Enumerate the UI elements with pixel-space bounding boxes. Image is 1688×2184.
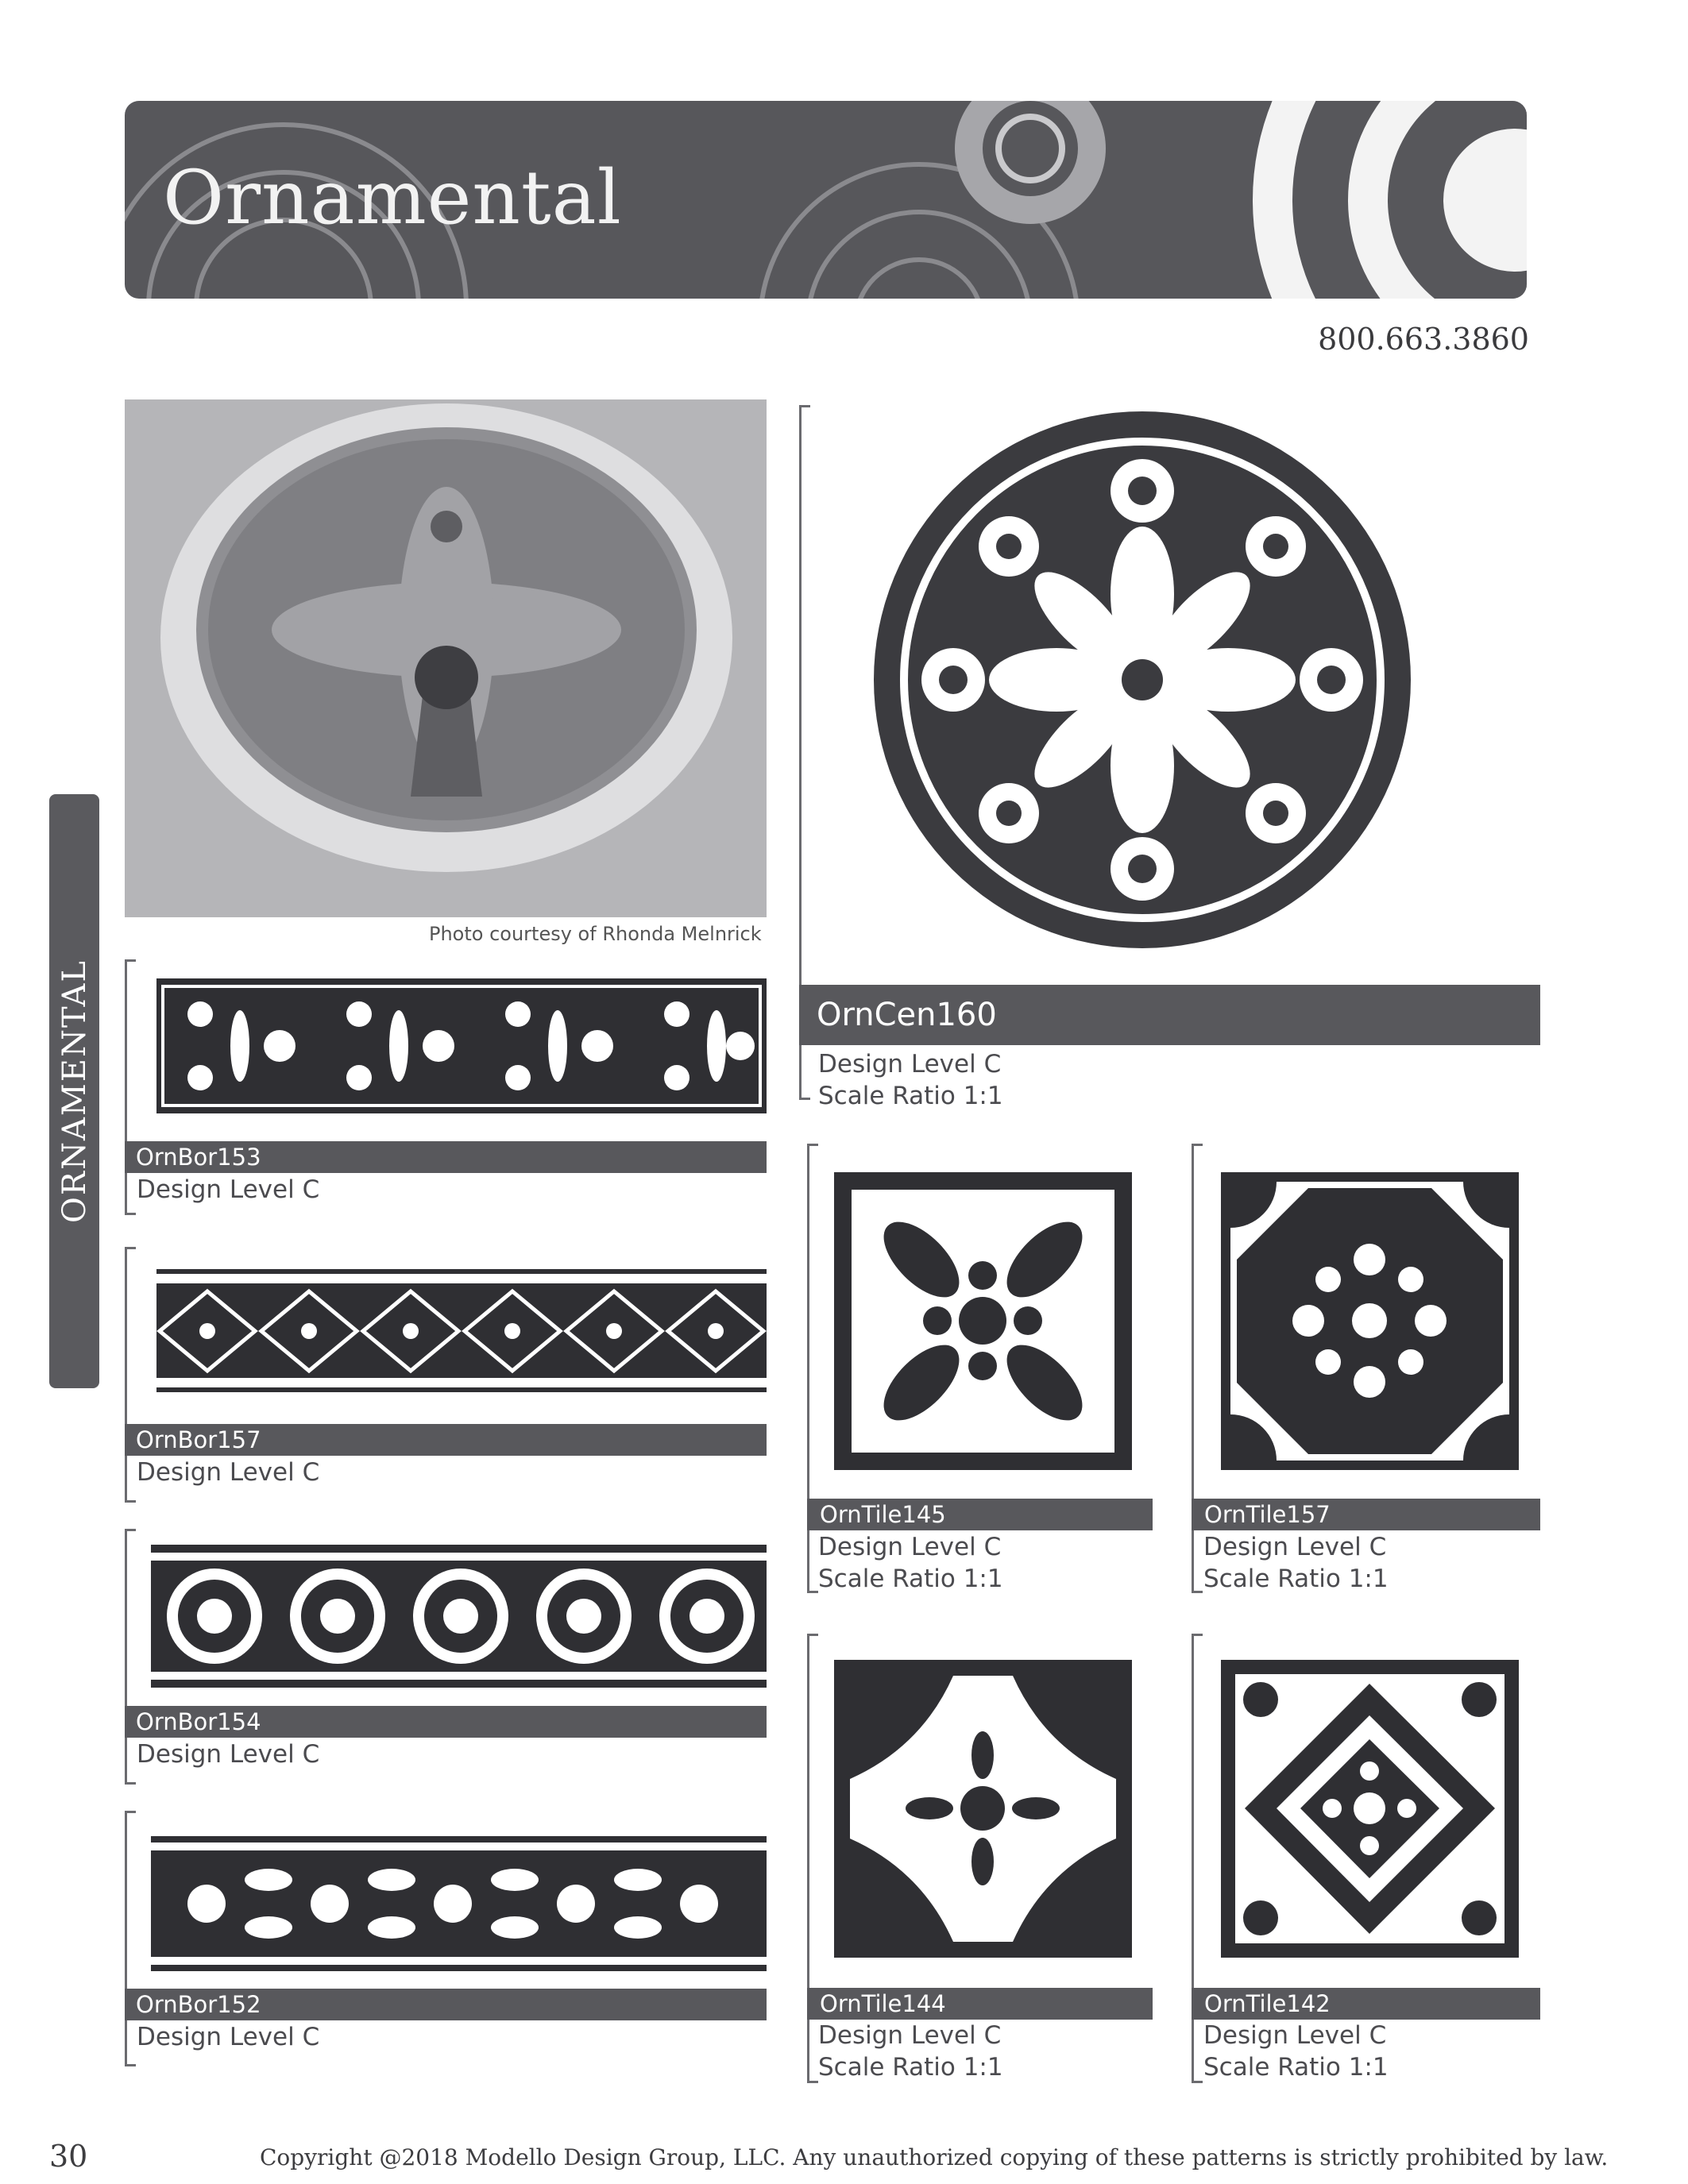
photo-credit: Photo courtesy of Rhonda Melnrick [429, 923, 762, 945]
orntile144-name-bar: OrnTile144 [807, 1988, 1153, 2020]
ornbor153-name-bar: OrnBor153 [125, 1141, 767, 1173]
orntile157-info [1203, 1531, 1389, 1596]
copyright-notice: Copyright @2018 Modello Design Group, LLC. Any unauthorized copying of these patterns is strictly prohibited by law. [260, 2144, 1609, 2170]
orntile144-info [818, 2020, 1003, 2084]
phone-number: 800.663.3860 [1318, 322, 1529, 357]
orntile145-tile-image [834, 1172, 1132, 1470]
orntile157-tile-image [1221, 1172, 1519, 1470]
ornbor157-bracket [125, 1247, 127, 1503]
ornbor153-border-image [156, 978, 767, 1113]
ornbor153-design-level: Design Level C [137, 1175, 320, 1204]
ornbor152-border-image [151, 1836, 767, 1971]
page-title: Ornamental [163, 155, 622, 241]
ornbor154-border-image [151, 1545, 767, 1688]
orntile145-info [818, 1531, 1003, 1596]
ornbor157-design-level: Design Level C [137, 1458, 320, 1487]
orntile142-info [1203, 2020, 1389, 2084]
ceiling-dome-photo [125, 399, 767, 917]
orncen160-design-level: Design Level C [818, 1050, 1002, 1078]
ornbor157-name-bar: OrnBor157 [125, 1424, 767, 1456]
ornbor153-bracket [125, 959, 127, 1215]
orntile142-name-bar: OrnTile142 [1192, 1988, 1540, 2020]
orncen160-name-bar: OrnCen160 [799, 985, 1540, 1045]
ornbor157-border-image [156, 1269, 767, 1392]
ornbor152-design-level: Design Level C [137, 2023, 320, 2051]
orncen160-medallion-image [874, 411, 1411, 948]
orntile145-scale-ratio: Scale Ratio 1:1 [818, 1565, 1003, 1594]
section-side-tab [49, 794, 99, 1388]
ornbor152-bracket [125, 1811, 127, 2066]
ornbor154-name-bar: OrnBor154 [125, 1706, 767, 1738]
orntile145-design-level: Design Level C [818, 1533, 1002, 1561]
orntile144-tile-image [834, 1660, 1132, 1958]
orntile157-scale-ratio: Scale Ratio 1:1 [1203, 1565, 1389, 1594]
orntile145-name-bar: OrnTile145 [807, 1499, 1153, 1530]
ornbor152-name-bar: OrnBor152 [125, 1989, 767, 2020]
orntile144-scale-ratio: Scale Ratio 1:1 [818, 2053, 1003, 2082]
orncen160-scale-ratio: Scale Ratio 1:1 [818, 1082, 1003, 1111]
orntile142-scale-ratio: Scale Ratio 1:1 [1203, 2053, 1389, 2082]
orncen160-info [818, 1048, 1003, 1113]
orntile157-name-bar: OrnTile157 [1192, 1499, 1540, 1530]
ornbor154-design-level: Design Level C [137, 1740, 320, 1769]
orntile157-design-level: Design Level C [1203, 1533, 1387, 1561]
orntile142-design-level: Design Level C [1203, 2021, 1387, 2050]
page-number: 30 [49, 2139, 88, 2174]
section-side-tab-label: ORNAMENTAL [56, 959, 93, 1223]
ornbor154-bracket [125, 1529, 127, 1785]
orntile144-design-level: Design Level C [818, 2021, 1002, 2050]
orntile142-tile-image [1221, 1660, 1519, 1958]
